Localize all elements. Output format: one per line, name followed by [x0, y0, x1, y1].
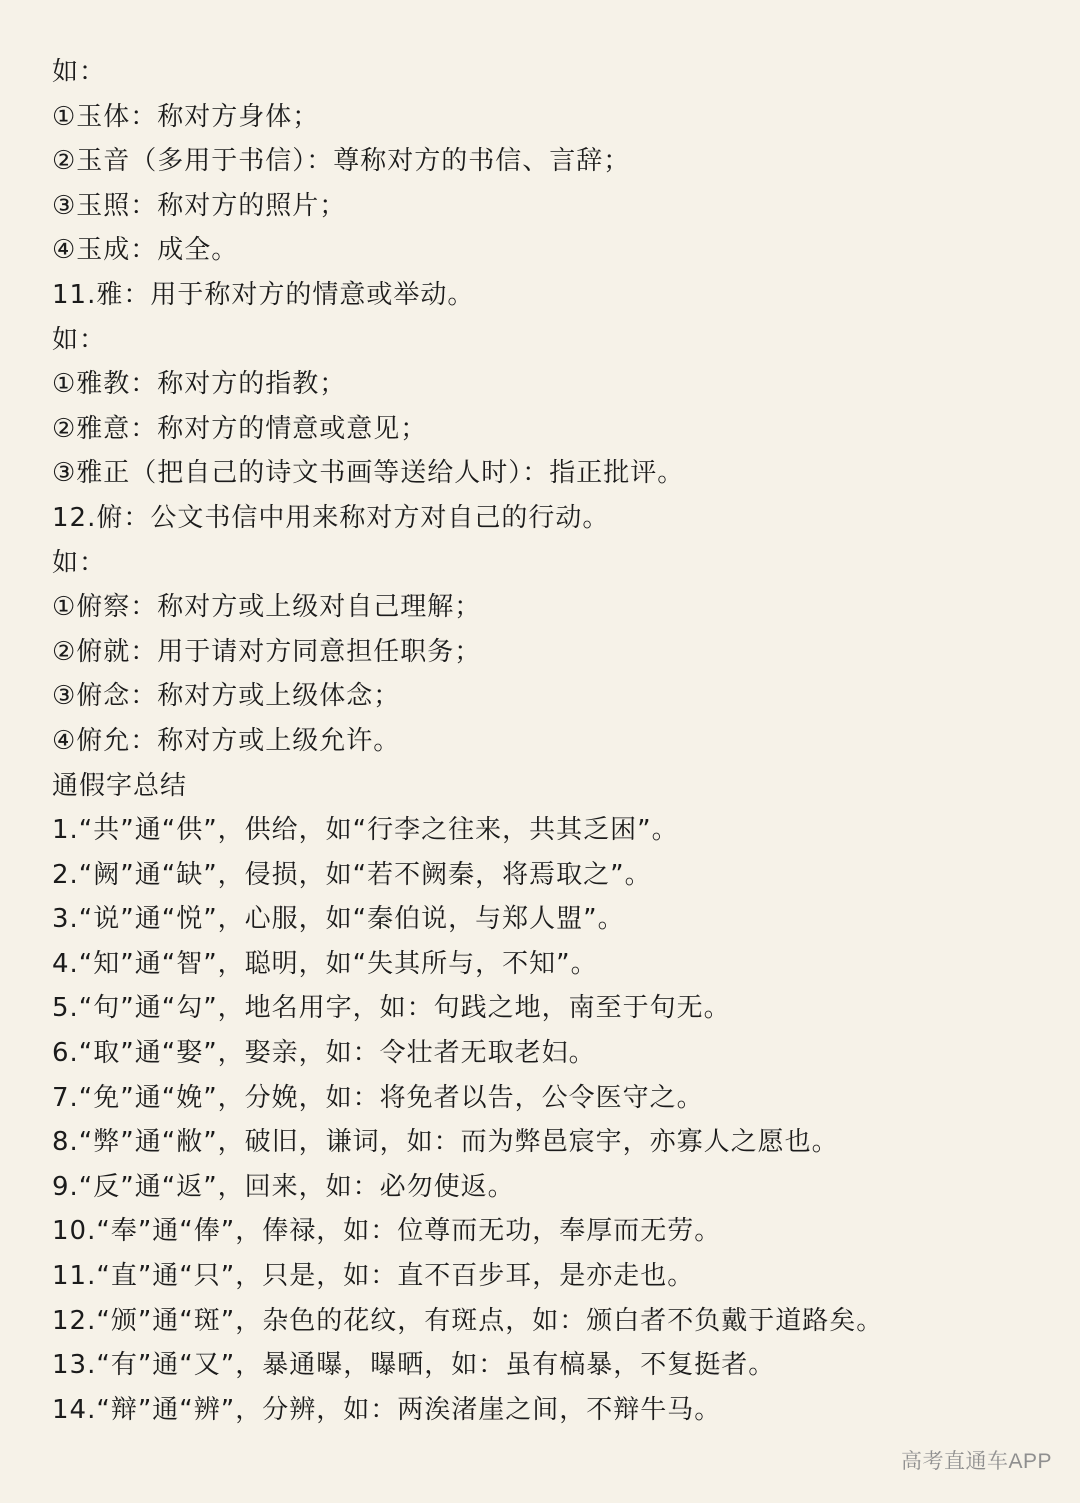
note-line: 9.“反”通“返”，回来，如：必勿使返。	[52, 1171, 515, 1202]
note-line: 6.“取”通“娶”，娶亲，如：令壮者无取老妇。	[52, 1038, 596, 1069]
note-line: 2.“阙”通“缺”，侵损，如“若不阙秦，将焉取之”。	[52, 859, 652, 890]
note-line: ②雅意：称对方的情意或意见；	[52, 413, 428, 444]
note-line: 13.“有”通“又”，暴通曝，曝晒，如：虽有槁暴，不复挺者。	[52, 1350, 776, 1381]
note-line: 如：	[52, 324, 107, 355]
note-line: 如：	[52, 57, 107, 87]
note-line: 8.“弊”通“敝”，破旧，谦词，如：而为弊邑宸宇，亦寡人之愿也。	[52, 1127, 839, 1158]
note-line: 11.“直”通“只”，只是，如：直不百步耳，是亦走也。	[52, 1261, 695, 1292]
note-line: ④玉成：成全。	[52, 235, 239, 266]
section-heading: 通假字总结	[52, 770, 188, 801]
note-line: ③俯念：称对方或上级体念；	[52, 681, 401, 712]
note-line: 如：	[52, 547, 107, 578]
note-line: 7.“免”通“娩”，分娩，如：将免者以告，公令医守之。	[52, 1082, 704, 1113]
note-line: 3.“说”通“悦”，心服，如“秦伯说，与郑人盟”。	[52, 904, 625, 935]
note-line: ②玉音（多用于书信）：尊称对方的书信、言辞；	[52, 146, 631, 177]
note-line: 1.“共”通“供”，供给，如“行李之往来，共其乏困”。	[52, 815, 679, 846]
note-line: 11.雅：用于称对方的情意或举动。	[52, 279, 475, 310]
note-line: ①雅教：称对方的指教；	[52, 369, 347, 400]
note-line: ④俯允：称对方或上级允许。	[52, 725, 401, 756]
note-line: ②俯就：用于请对方同意担任职务；	[52, 636, 482, 667]
note-line: ③玉照：称对方的照片；	[52, 190, 347, 221]
note-line: ①玉体：称对方身体；	[52, 101, 320, 132]
note-line: 12.俯：公文书信中用来称对方对自己的行动。	[52, 502, 610, 533]
note-line: 12.“颁”通“斑”，杂色的花纹，有斑点，如：颁白者不负戴于道路矣。	[52, 1305, 884, 1336]
note-line: 4.“知”通“智”，聪明，如“失其所与，不知”。	[52, 948, 598, 979]
note-line: 14.“辩”通“辨”，分辨，如：两涘渚崖之间，不辩牛马。	[52, 1394, 722, 1425]
note-line: 10.“奉”通“俸”，俸禄，如：位尊而无功，奉厚而无劳。	[52, 1216, 722, 1247]
watermark-text: 高考直通车APP	[900, 1450, 1052, 1473]
note-line: 5.“句”通“勾”，地名用字，如：句践之地，南至于句无。	[52, 993, 731, 1024]
note-line: ③雅正（把自己的诗文书画等送给人时）：指正批评。	[52, 458, 685, 489]
note-line: ①俯察：称对方或上级对自己理解；	[52, 592, 482, 623]
